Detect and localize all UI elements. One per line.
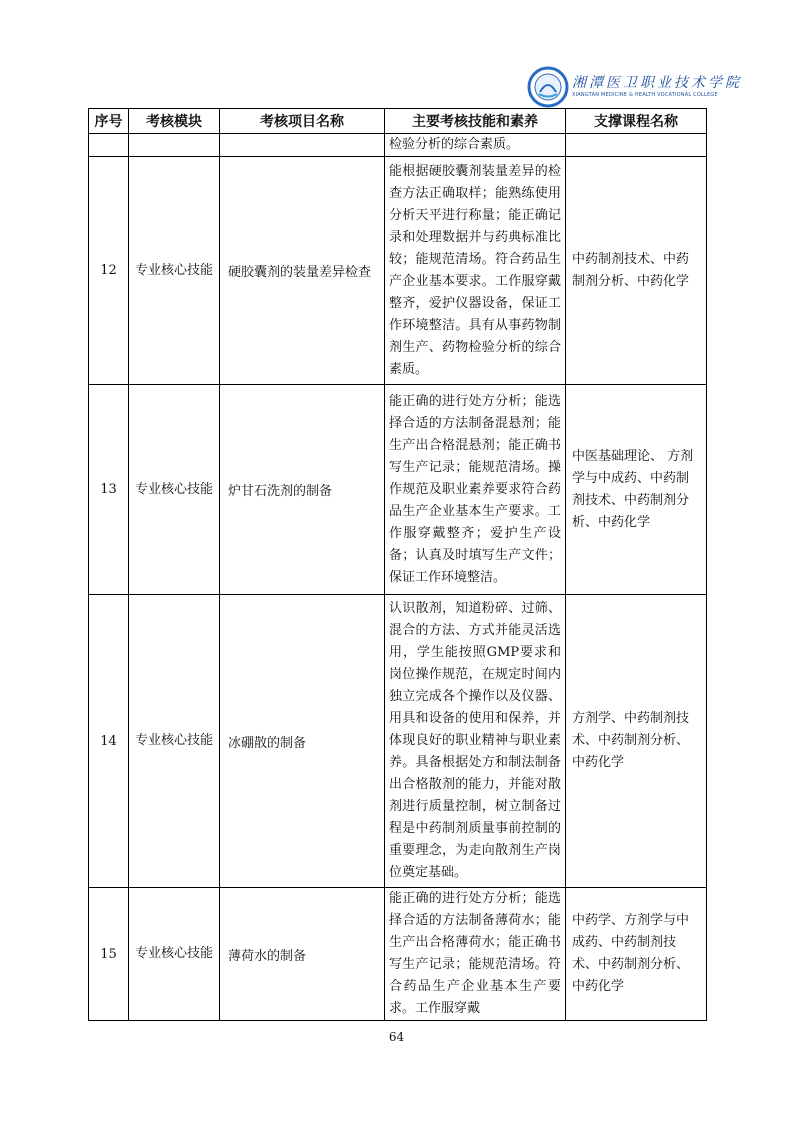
header-no: 序号 bbox=[89, 109, 129, 134]
table-row bbox=[89, 888, 707, 1021]
skills-cell: 能正确的进行处方分析；能选择合适的方法制备薄荷水；能生产出合格薄荷水；能正确书写生产记录；能规范清场。符合药品生产企业基本生产要求。工作服穿戴 bbox=[385, 888, 566, 1021]
row-number: 14 bbox=[89, 595, 129, 888]
skills-cell: 能正确的进行处方分析；能选择合适的方法制备混悬剂；能生产出合格混悬剂；能正确书写生产记录；能规范清场。操作规范及职业素养要求符合药品生产企业基本生产要求。工作服穿戴整齐；爱护生产设备；认真及时填写生产文件；保证工作环境整洁。 bbox=[385, 385, 566, 595]
module-cell: 专业核心技能 bbox=[129, 157, 220, 385]
table-header-row bbox=[89, 109, 707, 134]
table-row bbox=[89, 157, 707, 385]
item-cell: 冰硼散的制备 bbox=[220, 595, 385, 888]
header-skills: 主要考核技能和素养 bbox=[385, 109, 566, 134]
continued-skills-cell: 检验分析的综合素质。 bbox=[385, 134, 566, 157]
page-number: 64 bbox=[388, 1030, 405, 1044]
row-number: 12 bbox=[89, 157, 129, 385]
assessment-table bbox=[88, 108, 707, 1021]
module-cell: 专业核心技能 bbox=[129, 595, 220, 888]
skills-cell: 认识散剂，知道粉碎、过筛、混合的方法、方式并能灵活选用，学生能按照GMP要求和岗位操作规范，在规定时间内独立完成各个操作以及仪器、用具和设备的使用和保养，并体现良好的职业精神与职业素养。具备根据处方和制法制备出合格散剂的能力，并能对散剂进行质量控制，树立制备过程是中药制剂质量事前控制的重要理念，为走向散剂生产岗位奠定基础。 bbox=[385, 595, 566, 888]
courses-cell: 中药制剂技术、中药制剂分析、中药化学 bbox=[566, 157, 707, 385]
college-emblem-icon bbox=[527, 66, 569, 108]
header-courses: 支撑课程名称 bbox=[566, 109, 707, 134]
module-cell: 专业核心技能 bbox=[129, 888, 220, 1021]
courses-cell: 中医基础理论、 方剂学与中成药、中药制剂技术、中药制剂分析、中药化学 bbox=[566, 385, 707, 595]
college-name-english: XIANGTAN MEDICINE & HEALTH VOCATIONAL COLLEGE bbox=[572, 92, 718, 98]
college-name: 湘潭医卫职业技术学院 bbox=[572, 75, 742, 91]
table-row bbox=[89, 595, 707, 888]
item-cell: 硬胶囊剂的装量差异检查 bbox=[220, 157, 385, 385]
row-number: 13 bbox=[89, 385, 129, 595]
item-cell: 薄荷水的制备 bbox=[220, 888, 385, 1021]
header-item: 考核项目名称 bbox=[220, 109, 385, 134]
skills-cell: 能根据硬胶囊剂装量差异的检查方法正确取样；能熟练使用分析天平进行称量；能正确记录和处理数据并与药典标准比较；能规范清场。符合药品生产企业基本要求。工作服穿戴整齐，爱护仪器设备，保证工作环境整洁。具有从事药物制剂生产、药物检验分析的综合素质。 bbox=[385, 157, 566, 385]
courses-cell: 中药学、方剂学与中成药、中药制剂技术、中药制剂分析、中药化学 bbox=[566, 888, 707, 1021]
item-cell: 炉甘石洗剂的制备 bbox=[220, 385, 385, 595]
row-number: 15 bbox=[89, 888, 129, 1021]
table-row bbox=[89, 385, 707, 595]
table-row-continued bbox=[89, 134, 707, 157]
college-logo bbox=[527, 66, 742, 108]
header-module: 考核模块 bbox=[129, 109, 220, 134]
courses-cell: 方剂学、中药制剂技术、中药制剂分析、中药化学 bbox=[566, 595, 707, 888]
module-cell: 专业核心技能 bbox=[129, 385, 220, 595]
